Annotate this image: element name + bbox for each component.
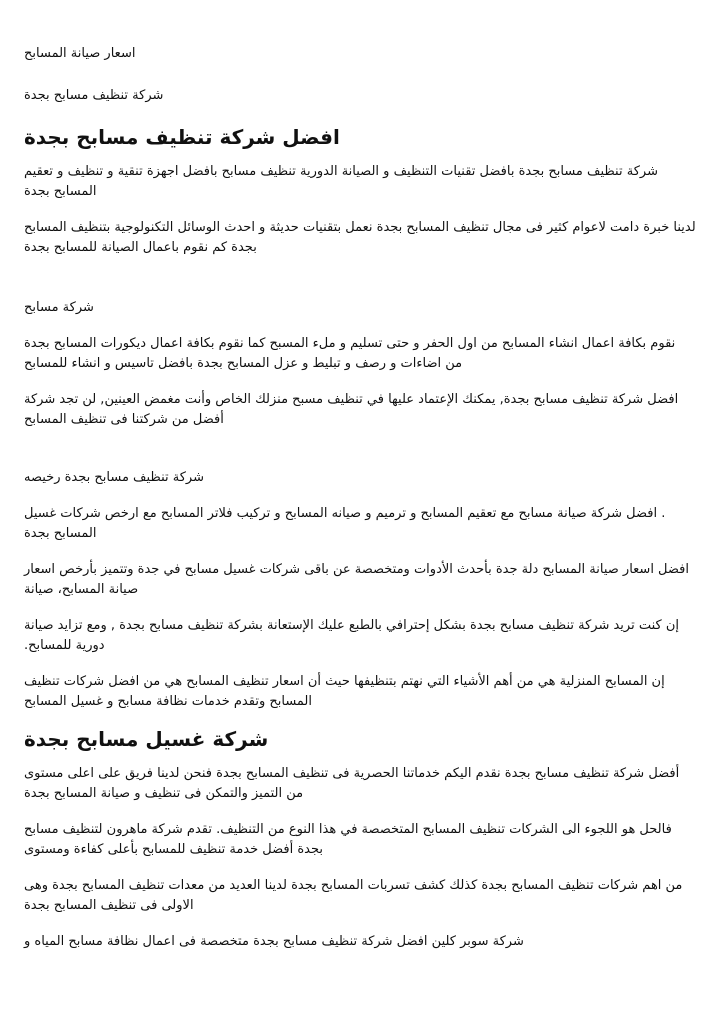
main-heading: افضل شركة تنظيف مسابح بجدة: [24, 125, 340, 149]
paragraph-14: شركة سوبر كلين افضل شركة تنظيف مسابح بجدة متخصصة فى اعمال نظافة مسابح المياه و: [24, 934, 524, 949]
paragraph-8: افضل اسعار صيانة المسابح دلة جدة بأحدث الأدوات ومتخصصة عن باقى شركات غسيل مسابح في جدة وتتميز بأرخص اسعار صيانة المسابح، صيانة: [24, 562, 690, 597]
paragraph-5: افضل شركة تنظيف مسابح بجدة, يمكنك الإعتماد عليها في تنظيف مسبح منزلك الخاص وأنت مغمض العينين, لن تجد شركة أفضل من شركتنا فى تنظيف المسابح: [24, 392, 679, 427]
paragraph-10: إن المسابح المنزلية هي من أهم الأشياء التي نهتم بتنظيفها حيث أن اسعار تنظيف المسابح هي من افضل شركات تنظيف المسابح وتقدم خدمات نظافة مسابح و غسيل المسابح: [24, 674, 665, 709]
paragraph-9: إن كنت تريد شركة تنظيف مسابح بجدة بشكل إحترافي بالطبع عليك الإستعانة بشركة تنظيف مسابح بجدة , ومع تزايد صيانة دورية للمسابح.: [24, 618, 680, 653]
paragraph-2: لدينا خبرة دامت لاعوام كثير فى مجال تنظيف المسابح بجدة نعمل بتقنيات حديثة و احدث الوسائل التكنولوجية بتنظيف المسابح بجدة كم نقوم باعمال الصيانة للمسابح بجدة: [24, 220, 696, 255]
paragraph-11: أفضل شركة تنظيف مسابح بجدة نقدم اليكم خدماتنا الحصرية فى تنظيف المسابح بجدة فنحن لدينا فريق على اعلى مستوى من التميز والتمكن فى تنظيف و صيانة المسابح بجدة: [24, 766, 680, 801]
paragraph-7: . افضل شركة صيانة مسابح مع تعقيم المسابح و ترميم و صيانه المسابح و تركيب فلاتر المسابح مع ارخص شركات غسيل المسابح بجدة: [24, 506, 666, 541]
top-link-company[interactable]: شركة تنظيف مسابح بجدة: [24, 88, 164, 103]
article-content: [24, 44, 696, 952]
top-link-prices[interactable]: اسعار صيانة المسابح: [24, 46, 136, 61]
paragraph-6: شركة تنظيف مسابح بجدة رخيصه: [24, 470, 204, 485]
paragraph-4: نقوم بكافة اعمال انشاء المسابح من اول الحفر و حتى تسليم و ملء المسبح كما نقوم بكافة اعمال ديكورات المسابح بجدة من اضاءات و رصف و تبليط و عزل المسابح بجدة بافضل تاسيس و انشاء للمسابح: [24, 336, 676, 371]
paragraph-3: شركة مسابح: [24, 300, 94, 315]
paragraph-13: من اهم شركات تنظيف المسابح بجدة كذلك كشف تسربات المسابح بجدة لدينا العديد من معدات تنظيف المسابح بجدة وهى الاولى فى تنظيف المسابح بجدة: [24, 878, 683, 913]
second-heading: شركة غسيل مسابح بجدة: [24, 727, 269, 751]
paragraph-12: فالحل هو اللجوء الى الشركات تنظيف المسابح المتخصصة في هذا النوع من التنظيف. تقدم شركة ماهرون لتنظيف مسابح بجدة أفضل خدمة تنظيف للمسابح بأعلى كفاءة ومستوى: [24, 822, 672, 857]
paragraph-1: شركة تنظيف مسابح بجدة بافضل تقنيات التنظيف و الصيانة الدورية تنظيف مسابح بافضل اجهزة تنقية و تنظيف و تعقيم المسابح بجدة: [24, 164, 658, 199]
